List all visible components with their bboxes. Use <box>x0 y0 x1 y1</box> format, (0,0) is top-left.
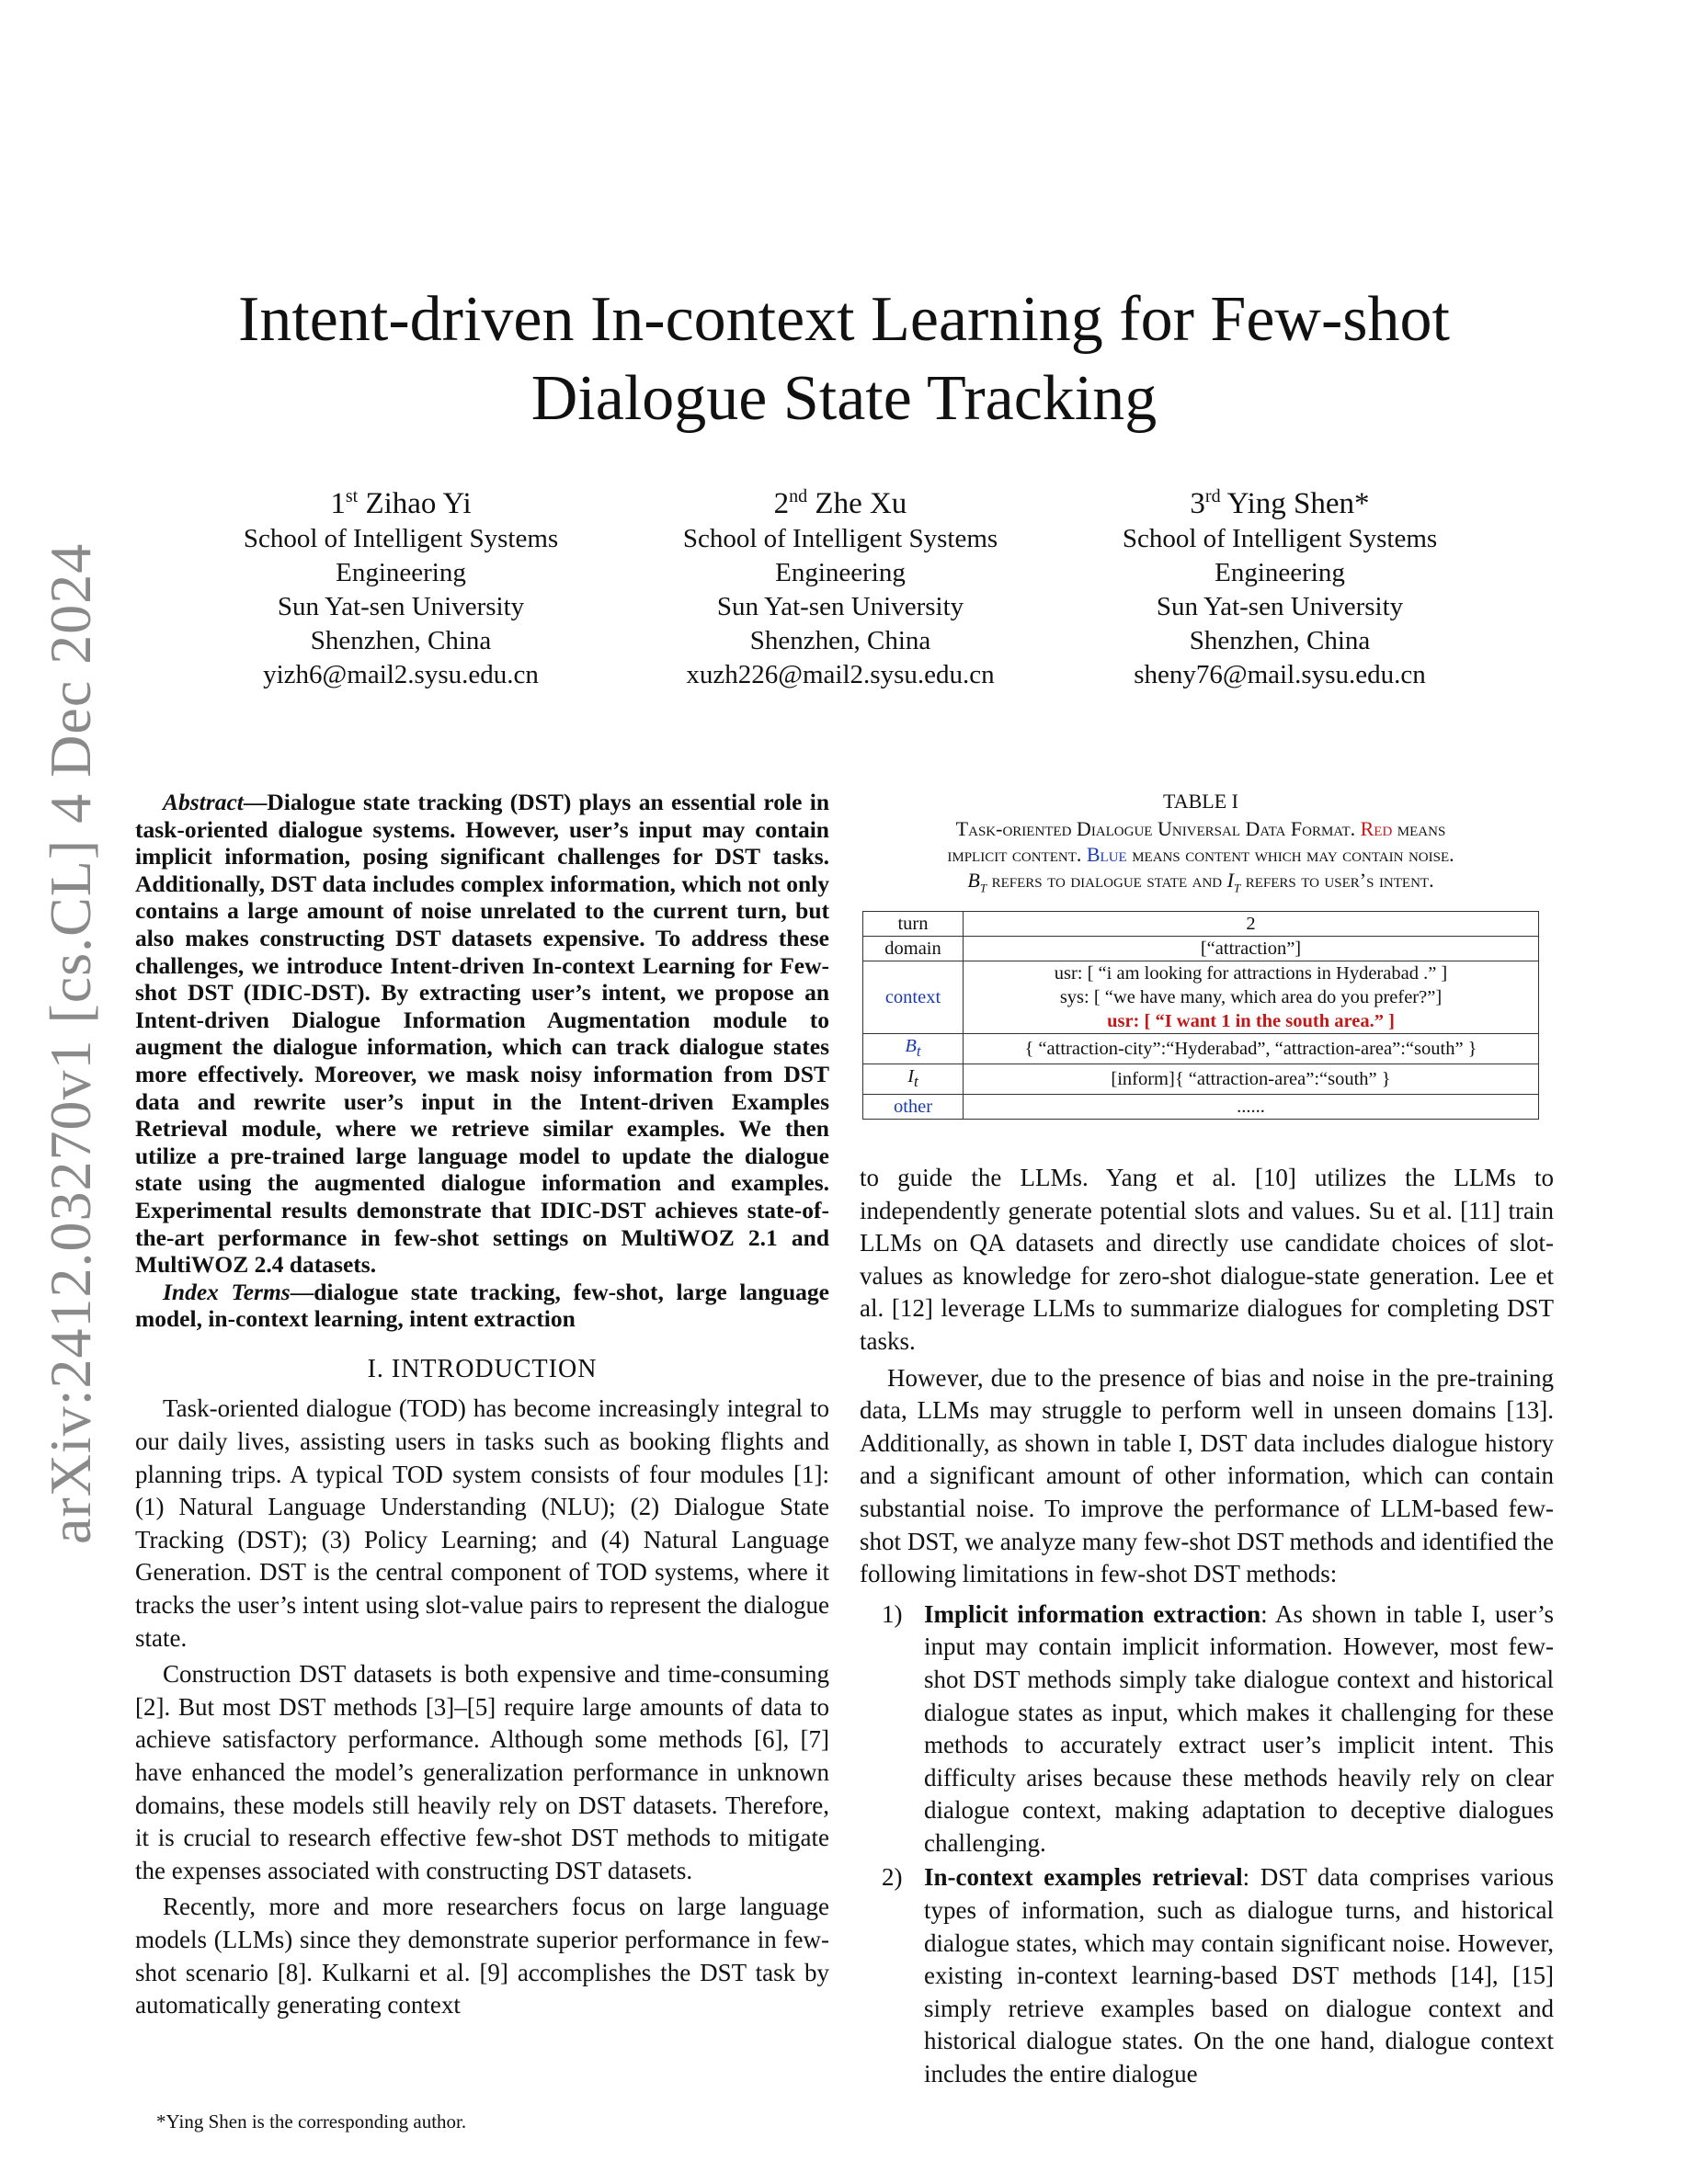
context-implicit-utterance: usr: [ “I want 1 in the south area.” ] <box>1107 1011 1395 1031</box>
table-cell <box>964 961 1539 1034</box>
table-cell: $B_t$ <box>863 1034 964 1064</box>
author-university: Sun Yat-sen University <box>1156 592 1404 621</box>
table-caption <box>846 789 1556 899</box>
table-label: TABLE I <box>1163 790 1238 813</box>
table-caption-line: $B_t$ refers to dialogue state and $I_t$ refers to user’s intent. <box>967 869 1434 896</box>
right-column <box>860 1162 1554 2091</box>
author-city: Shenzhen, China <box>1189 626 1371 655</box>
limitations-list <box>860 1598 1554 2091</box>
author-email: yizh6@mail2.sysu.edu.cn <box>263 660 539 689</box>
author-city: Shenzhen, China <box>310 626 492 655</box>
table-caption-line: implicit content. Blue means content which may contain noise. <box>947 843 1454 866</box>
table-row <box>863 1064 1539 1095</box>
author-affiliation: Engineering <box>336 558 466 587</box>
intro-paragraph-2: Construction DST datasets is both expensive and time-consuming [2]. But most DST methods [3]–[5] require large amounts of data to achieve satisfactory performance. Although some methods [6], [7] have enhanced the model’s generalization performance in unknown domains, these models still heavily rely on DST datasets. Therefore, it is crucial to research effective few-shot DST methods to mitigate the expenses associated with constructing DST datasets. <box>135 1660 829 1884</box>
index-terms: Index Terms—dialogue state tracking, few-shot, large language model, in-context learning, intent extraction <box>135 1278 829 1333</box>
context-user-utterance: usr: [ “i am looking for attractions in Hyderabad .” ] <box>1054 963 1448 984</box>
list-item: 1) Implicit information extraction: As shown in table I, user’s input may contain implicit information. However, most few-shot DST methods simply take dialogue context and historical dialogue states as input, which makes it challenging for these methods to accurately extract user’s implicit intent. This difficulty arises because these methods heavily rely on clear dialogue context, making adaptation to deceptive dialogues challenging. <box>882 1599 1554 1857</box>
intro-paragraph-1: Task-oriented dialogue (TOD) has become increasingly integral to our daily lives, assisting users in tasks such as booking flights and planning trips. A typical TOD system consists of four modules [1]: (1) Natural Language Understanding (NLU); (2) Dialogue State Tracking (DST); (3) Policy Learning; and (4) Natural Language Generation. DST is the central component of TOD systems, where it tracks the user’s intent using slot-value pairs to represent the dialogue state. <box>135 1394 829 1652</box>
author-name: 2nd Zhe Xu <box>773 486 907 520</box>
data-format-table <box>862 911 1539 1120</box>
table-cell: [“attraction”] <box>964 937 1539 961</box>
author-city: Shenzhen, China <box>749 626 931 655</box>
table-cell: ...... <box>964 1095 1539 1120</box>
table-cell: 2 <box>964 912 1539 937</box>
author-block-1 <box>180 478 622 692</box>
author-email: xuzh226@mail2.sysu.edu.cn <box>686 660 995 689</box>
author-affiliation: School of Intelligent Systems <box>243 524 559 553</box>
list-item: 2) In-context examples retrieval: DST data comprises various types of information, such as dialogue turns, and historical dialogue states, which may contain significant noise. However, existing in-context learning-based DST methods [14], [15] simply retrieve examples based on dialogue context and historical dialogue states. On the one hand, dialogue context includes the entire dialogue <box>882 1863 1554 2088</box>
context-system-utterance: sys: [ “we have many, which area do you prefer?”] <box>1059 987 1443 1007</box>
right-paragraph-1: to guide the LLMs. Yang et al. [10] utilizes the LLMs to independently generate potential slots and values. Su et al. [11] train LLMs on QA datasets and directly use candidate choices of slot-values as knowledge for zero-shot dialogue-state generation. Lee et al. [12] leverage LLMs to summarize dialogues for completing DST tasks. <box>860 1164 1554 1355</box>
right-paragraph-2: However, due to the presence of bias and noise in the pre-training data, LLMs may struggle to perform well in unseen domains [13]. Additionally, as shown in table I, DST data includes dialogue history and a significant amount of other information, which can contain substantial noise. To improve the performance of LLM-based few-shot DST, we analyze many few-shot DST methods and identified the following limitations in few-shot DST methods: <box>860 1363 1554 1588</box>
table-row <box>863 1034 1539 1064</box>
author-affiliation: Engineering <box>775 558 906 587</box>
table-row <box>863 937 1539 961</box>
author-block-2 <box>620 478 1061 692</box>
author-name: 3rd Ying Shen* <box>1190 486 1370 520</box>
author-name: 1st Zihao Yi <box>330 486 472 520</box>
section-heading-introduction: I. INTRODUCTION <box>367 1354 598 1383</box>
author-university: Sun Yat-sen University <box>716 592 964 621</box>
table-cell: context <box>863 961 964 1034</box>
table-cell: other <box>863 1095 964 1120</box>
table-cell: turn <box>863 912 964 937</box>
left-column <box>135 789 829 2022</box>
table-cell: $I_t$ <box>863 1064 964 1095</box>
table-cell: { “attraction-city”:“Hyderabad”, “attraction-area”:“south” } <box>964 1034 1539 1064</box>
table-row <box>863 1095 1539 1120</box>
author-block-3 <box>1059 478 1500 692</box>
paper-title: Intent-driven In-context Learning for Few-shot Dialogue State Tracking <box>238 284 1450 434</box>
table-cell: domain <box>863 937 964 961</box>
author-affiliation: Engineering <box>1215 558 1345 587</box>
table-row <box>863 912 1539 937</box>
table-cell: [inform]{ “attraction-area”:“south” } <box>964 1064 1539 1095</box>
arxiv-identifier: arXiv:2412.03270v1 [cs.CL] 4 Dec 2024 <box>38 542 103 1544</box>
footnote: *Ying Shen is the corresponding author. <box>156 2110 467 2133</box>
author-email: sheny76@mail.sysu.edu.cn <box>1134 660 1426 689</box>
intro-paragraph-3: Recently, more and more researchers focus on large language models (LLMs) since they demonstrate superior performance in few-shot scenario [8]. Kulkarni et al. [9] accomplishes the DST task by automatically generating context <box>135 1893 829 2019</box>
abstract: Abstract—Dialogue state tracking (DST) plays an essential role in task-oriented dialogue systems. However, user’s input may contain implicit information, posing significant challenges for DST tasks. Additionally, DST data includes complex information, which not only contains a large amount of noise unrelated to the current turn, but also makes constructing DST datasets expensive. To address these challenges, we introduce Intent-driven In-context Learning for Few-shot DST (IDIC-DST). By extracting user’s intent, we propose an Intent-driven Dialogue Information Augmentation module to augment the dialogue information, which can track dialogue states more effectively. Moreover, we mask noisy information from DST data and rewrite user’s input in the Intent-driven Examples Retrieval module, where we retrieve similar examples. We then utilize a pre-trained large language model to update the dialogue state using the augmented dialogue information and examples. Experimental results demonstrate that IDIC-DST achieves state-of-the-art performance in few-shot settings on MultiWOZ 2.1 and MultiWOZ 2.4 datasets. <box>135 789 829 1279</box>
table-caption-line: Task-oriented Dialogue Universal Data Format. Red means <box>955 817 1446 840</box>
author-affiliation: School of Intelligent Systems <box>682 524 998 553</box>
author-affiliation: School of Intelligent Systems <box>1122 524 1438 553</box>
table-row <box>863 961 1539 1034</box>
author-university: Sun Yat-sen University <box>277 592 525 621</box>
